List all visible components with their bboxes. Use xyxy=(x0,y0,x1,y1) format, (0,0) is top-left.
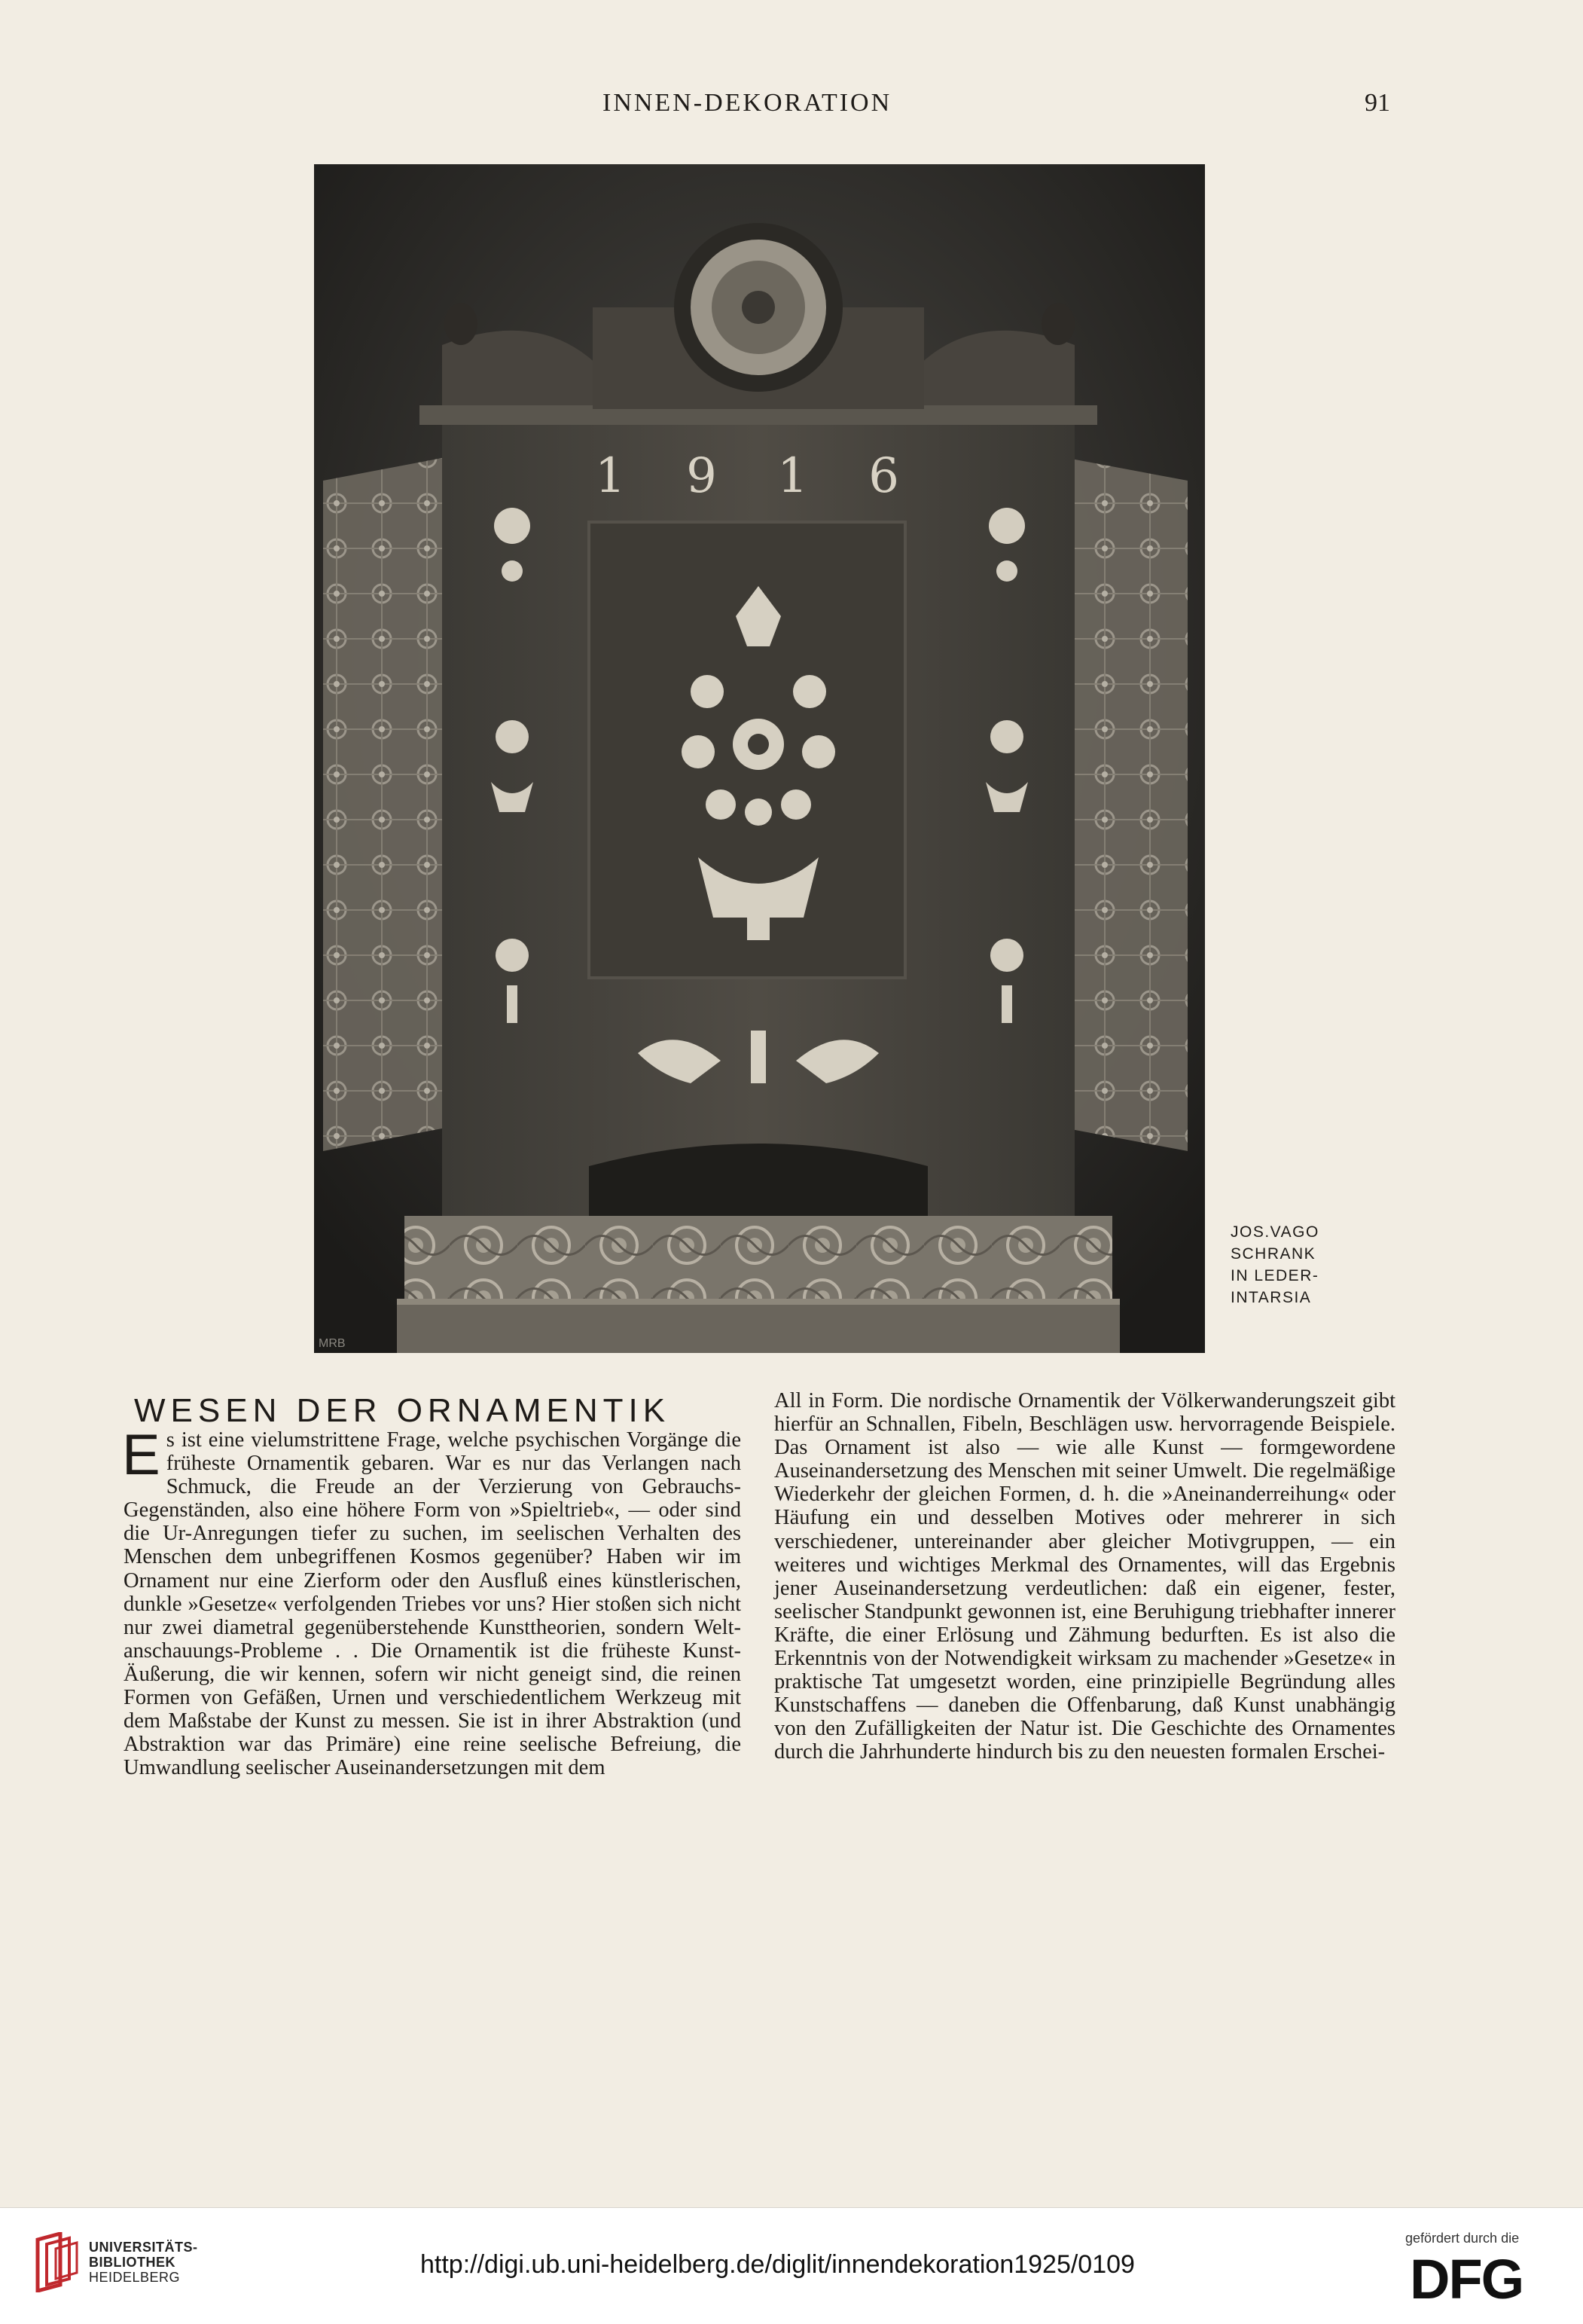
drop-cap: E xyxy=(122,1423,160,1487)
cabinet-illustration xyxy=(314,164,1205,1353)
running-title: INNEN-DEKORATION xyxy=(602,89,892,117)
year-inlay: 1 9 1 6 xyxy=(595,448,922,504)
article-title: WESEN DER ORNAMENTIK xyxy=(134,1392,671,1429)
caption-line: SCHRANK xyxy=(1231,1245,1316,1263)
caption-line: INTARSIA xyxy=(1231,1289,1312,1306)
photo-caption xyxy=(1231,1221,1366,1309)
text-column-left xyxy=(122,1423,741,1780)
caption-line: JOS.VAGO xyxy=(1231,1223,1319,1241)
text-column-right xyxy=(774,1389,1395,1764)
running-head xyxy=(0,89,1583,127)
library-name-line: UNIVERSITÄTS- xyxy=(89,2240,198,2255)
university-library-logo-icon[interactable] xyxy=(30,2232,83,2292)
cabinet-photograph xyxy=(314,164,1205,1353)
library-name-line: BIBLIOTHEK xyxy=(89,2255,175,2270)
library-name xyxy=(89,2240,198,2285)
funding-text: gefördert durch die xyxy=(1405,2231,1520,2246)
permalink-url[interactable]: http://digi.ub.uni-heidelberg.de/diglit/innendekoration1925/0109 xyxy=(420,2250,1135,2279)
digitization-footer xyxy=(0,2207,1583,2324)
body-text-right: All in Form. Die nordische Ornamentik der Völkerwanderungszeit gibt hierfür an Schnallen, Fibeln, Beschlägen usw. hervorragende Beispiele. Das Ornament ist also — wie alle Kunst — formgewordene Auseinandersetzung des Menschen mit seiner Umwelt. Die regelmäßige Wiederkehr der gleichen Formen, d. h. die »Aneinanderreihung« oder Häufung ein und desselben Motives oder mehrerer in sich verschiedener, untereinander aber gleicher Motivgruppen, — ein weiteres und wichtiges Merkmal des Ornamentes, will das Ergebnis jener Auseinandersetzung verdeutlichen: daß ein eigener, fester, seelischer Standpunkt gewonnen ist, eine Beruhigung triebhafter innerer Kräfte, die einer Erlösung und Zähmung bedurften. Es ist also die Erkenntnis von der Notwendigkeit wirksam zu machender »Gesetze« in praktische Tat umgesetzt worden, eine prinzipielle Begründung alles Kunstschaffens — daneben die Offenbarung, daß Kunst unabhängig von den Zufälligkeiten der Natur ist. Die Geschichte des Ornamentes durch die Jahrhunderte hindurch bis zu den neuesten formalen Erschei- xyxy=(774,1389,1395,1764)
body-text-left: s ist eine vielumstrittene Frage, welche psychischen Vorgänge die früheste Ornamentik gebaren. War es nur das Verlangen nach Schmuck, die Freude an der Verzierung von Gebrauchs-Gegenständen, also eine höhere Form von »Spieltrieb«, — oder sind die Ur-Anregungen tiefer zu suchen, im seelischen Verhalten des Menschen dem unbegriffenen Kosmos gegenüber? Haben wir im Ornament nur eine Zierform oder den Ausfluß eines künstlerischen, dunkle »Gesetze« verfolgenden Triebes vor uns? Hier stoßen sich nicht nur zwei diametral gegenüberstehende Kunsttheorien, sondern Welt-anschauungs-Probleme . . Die Ornamentik ist die früheste Kunst-Äußerung, die wir kennen, sofern wir nicht geneigt sind, die reinen Formen von Gefäßen, Urnen und verschiedentlichem Werkzeug mit dem Maßstabe der Kunst zu messen. Sie ist in ihrer Abstraktion (und Abstraktion war das Primäre) eine reine seelische Befreiung, die Umwandlung seelischer Auseinandersetzungen mit dem xyxy=(124,1428,741,1780)
library-city: HEIDELBERG xyxy=(89,2270,181,2285)
dfg-logo[interactable]: DFG xyxy=(1410,2248,1524,2310)
photo-signature: MRB xyxy=(319,1337,346,1350)
caption-line: IN LEDER- xyxy=(1231,1267,1319,1284)
page-number: 91 xyxy=(1365,89,1390,117)
